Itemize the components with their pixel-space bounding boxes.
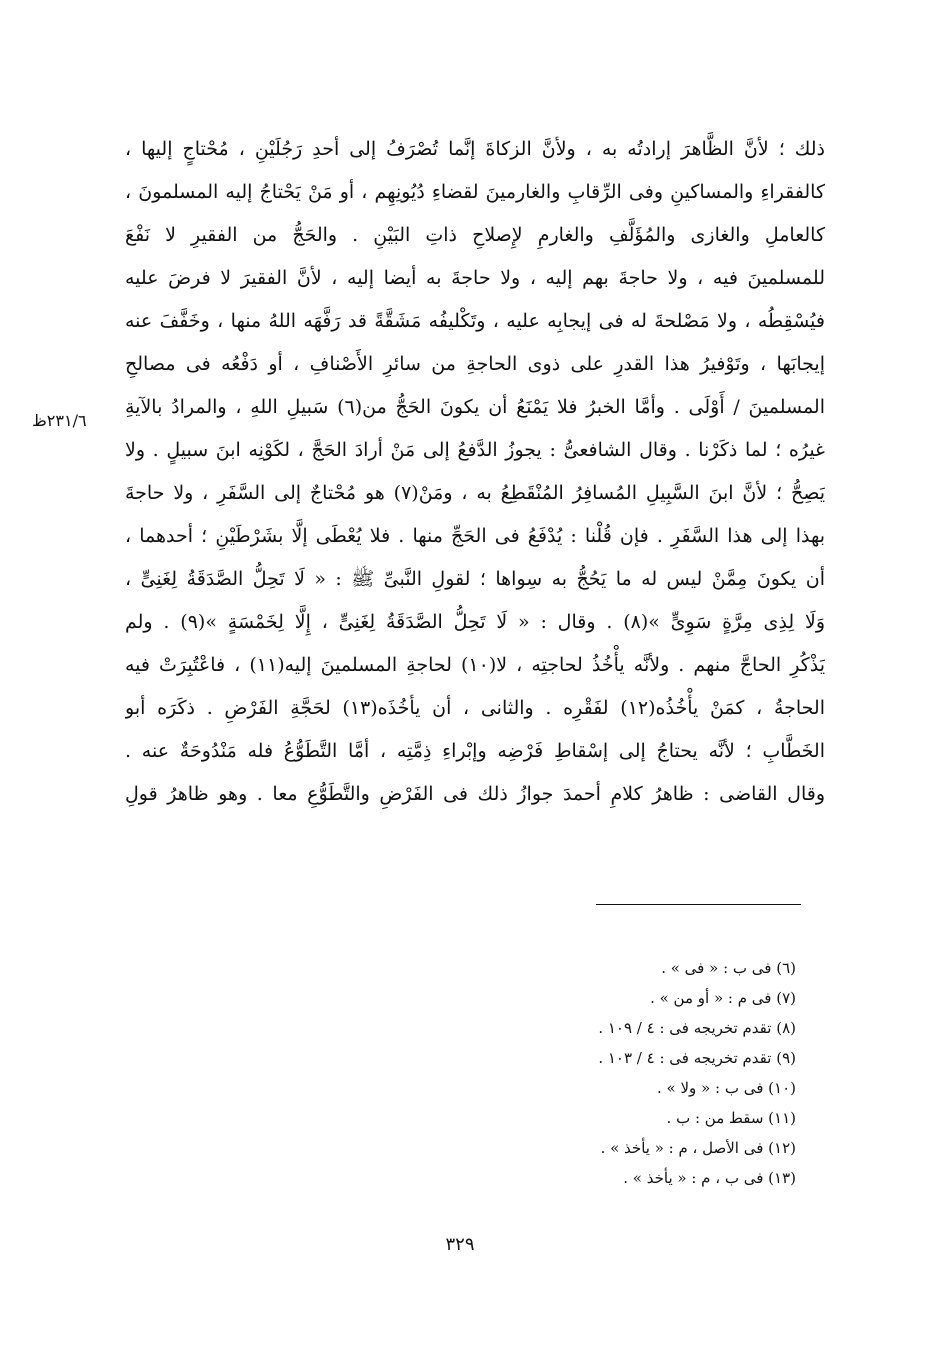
text-line: للمسلمينَ فيه ، ولا حاجةَ بهم إليه ، ولا حاجةَ به أيضا إليه ، لأنَّ الفقيرَ لا فرضَ عليه	[125, 267, 825, 289]
margin-folio-note: ٢٣١/٦ظ	[32, 411, 87, 430]
text-line: فيُسْقِطُه ، ولا مَصْلحةَ له فى إيجابِه عليه ، وتَكْليفُه مَشَقَّةً قد رَفَّهَه اللهُ منها ، وخَفَّفَ عنه	[125, 310, 825, 332]
footnote-divider	[596, 904, 801, 905]
text-line: المسلمينَ / أَوْلَى . وأمَّا الخبرُ فلا يَمْنَعُ أن يكونَ الحَجُّ من(٦) سَبيلِ اللهِ ، والمرادُ بالآيةِ	[125, 396, 825, 418]
footnotes-block	[456, 953, 796, 1193]
text-line: غيرُه ؛ لما ذكَرْنا . وقال الشافعىُّ : يجوزُ الدَّفعُ إلى مَنْ أرادَ الحَجَّ ، لكَوْنِه ابنَ سبيلٍ . ولا	[125, 439, 825, 461]
text-line: أن يكونَ مِمَّنْ ليس له ما يَحُجُّ به سِواها ؛ لقولِ النَّبىِّ ﷺ : « لَا تَحِلُّ الصَّدَقَةُ لِغَنِىٍّ ،	[125, 568, 825, 590]
footnote-item: (١٢) فى الأصل ، م : « يأخذ » .	[600, 1139, 796, 1157]
text-line: كالعاملِ والغازى والمُؤَلَّفِ والغارمِ لإِصلاحِ ذاتِ البَيْنِ . والحَجُّ من الفقيرِ لا نَفْعَ	[125, 224, 825, 246]
text-line: إيجابَها ، وتَوْفيرُ هذا القدرِ على ذوى الحاجةِ من سائرِ الأَصْنافِ ، أو دَفْعُه فى مصالحِ	[125, 353, 825, 375]
text-line: كالفقراءِ والمساكينِ وفى الرِّقابِ والغارمينَ لقضاءِ دُيُونِهِم ، أو مَنْ يَحْتاجُ إليه المسلمونَ ،	[125, 181, 825, 203]
text-line: بهذا إلى هذا السَّفَرِ . فإن قُلْنا : يُدْفَعُ فى الحَجِّ منها . فلا يُعْطَى إلَّا بشَرْطَيْنِ ؛ أحدهما ،	[125, 525, 825, 547]
footnote-item: (٧) فى م : « أو من » .	[650, 989, 796, 1007]
text-line: وَلَا لِذِى مِرَّةٍ سَوِىٍّ »(٨) . وقال : « لَا تَحِلُّ الصَّدَقَةُ لِغَنِىٍّ ، إِلَّا لِخَمْسَةٍ »(٩) . ولم	[125, 611, 825, 633]
text-line: الحاجةُ ، كمَنْ يأْخُذُه(١٢) لفَقْرِه . والثانى ، أن يأخُذَه(١٣) لحَجَّةِ الفَرْضِ . ذكَرَه أبو	[125, 697, 825, 719]
page-number: ٣٢٩	[445, 1234, 475, 1255]
text-line: وقال القاضى : ظاهرُ كلامِ أحمدَ جوازُ ذلك فى الفَرْضِ والتَّطَوُّعِ معا . وهو ظاهرُ قولِ	[125, 783, 825, 805]
footnote-item: (٦) فى ب : « فى » .	[661, 959, 796, 977]
text-line: الخَطَّابِ ؛ لأنَّه يحتاجُ إلى إسْقاطِ فَرْضِه وإبْراءِ ذِمَّتِه ، أمَّا التَّطَوُّعُ فله مَنْدُوحَةٌ عنه .	[125, 740, 825, 762]
footnote-item: (١١) سقط من : ب .	[666, 1109, 796, 1127]
footnote-item: (٨) تقدم تخريجه فى : ٤ / ١٠٩ .	[598, 1019, 796, 1037]
text-line: يَصِحُّ ؛ لأنَّ ابنَ السَّبِيلِ المُسافِرُ المُنْقَطِعُ به ، ومَنْ(٧) هو مُحْتاجٌ إلى السَّفَرِ ، ولا حاجةَ	[125, 482, 825, 504]
footnote-item: (٩) تقدم تخريجه فى : ٤ / ١٠٣ .	[598, 1049, 796, 1067]
footnote-item: (١٣) فى ب ، م : « يأخذ » .	[623, 1169, 796, 1187]
text-line: يَذْكُرِ الحاجَّ منهم . ولأنَّه يأْخُذُ لحاجتِه ، لا(١٠) لحاجةِ المسلمينَ إليه(١١) ، فاعْتُبِرَتْ فيه	[125, 654, 825, 676]
main-text-block	[125, 128, 825, 816]
text-line: ذلك ؛ لأنَّ الظَّاهرَ إرادتُه به ، ولأنَّ الزكاةَ إنَّما تُصْرَفُ إلى أحدِ رَجُلَيْنِ ، مُحْتاجٍ إليها ،	[125, 138, 825, 160]
footnote-item: (١٠) فى ب : « ولا » .	[657, 1079, 796, 1097]
